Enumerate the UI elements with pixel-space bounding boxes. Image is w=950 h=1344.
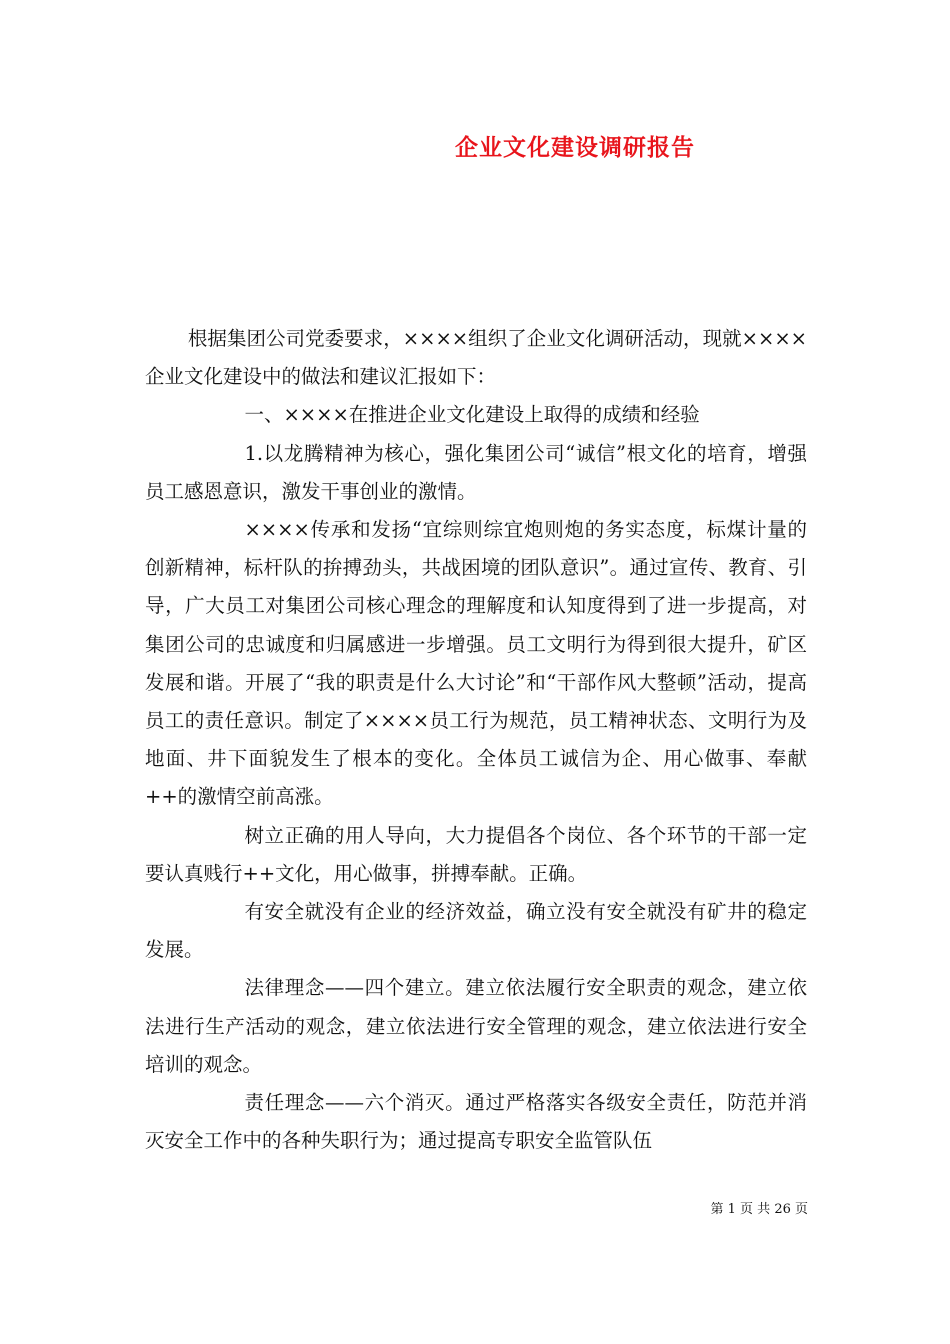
paragraph-personnel: 树立正确的用人导向，大力提倡各个岗位、各个环节的干部一定要认真贱行++文化，用心做事，拼搏奉献。正确。 — [145, 823, 807, 885]
paragraph-safety: 有安全就没有企业的经济效益，确立没有安全就没有矿井的稳定发展。 — [145, 900, 807, 962]
document-body — [145, 320, 807, 1160]
paragraph-item-1: 1.以龙腾精神为核心，强化集团公司“诚信”根文化的培育，增强员工感恩意识，激发干事创业的激情。 — [145, 441, 807, 503]
section-heading: 一、××××在推进企业文化建设上取得的成绩和经验 — [244, 403, 700, 427]
paragraph-intro: 根据集团公司党委要求，××××组织了企业文化调研活动，现就××××企业文化建设中的做法和建议汇报如下： — [145, 327, 807, 389]
paragraph-responsibility-concept: 责任理念——六个消灭。通过严格落实各级安全责任，防范并消灭安全工作中的各种失职行为；通过提高专职安全监管队伍 — [145, 1091, 807, 1153]
paragraph-inheritance: ××××传承和发扬“宜综则综宜炮则炮的务实态度，标煤计量的创新精神，标杆队的拚搏劲头，共战困境的团队意识”。通过宣传、教育、引导，广大员工对集团公司核心理念的理解度和认知度得到了进一步提高，对集团公司的忠诚度和归属感进一步增强。员工文明行为得到很大提升，矿区发展和谐。开展了“我的职责是什么大讨论”和“干部作风大整顿”活动，提高员工的责任意识。制定了××××员工行为规范，员工精神状态、文明行为及地面、井下面貌发生了根本的变化。全体员工诚信为企、用心做事、奉献++的激情空前高涨。 — [145, 518, 807, 809]
paragraph-legal-concept: 法律理念——四个建立。建立依法履行安全职责的观念，建立依法进行生产活动的观念，建立依法进行安全管理的观念，建立依法进行安全培训的观念。 — [145, 976, 807, 1076]
document-title: 企业文化建设调研报告 — [455, 134, 695, 161]
page-number: 第 1 页 共 26 页 — [710, 1202, 808, 1217]
